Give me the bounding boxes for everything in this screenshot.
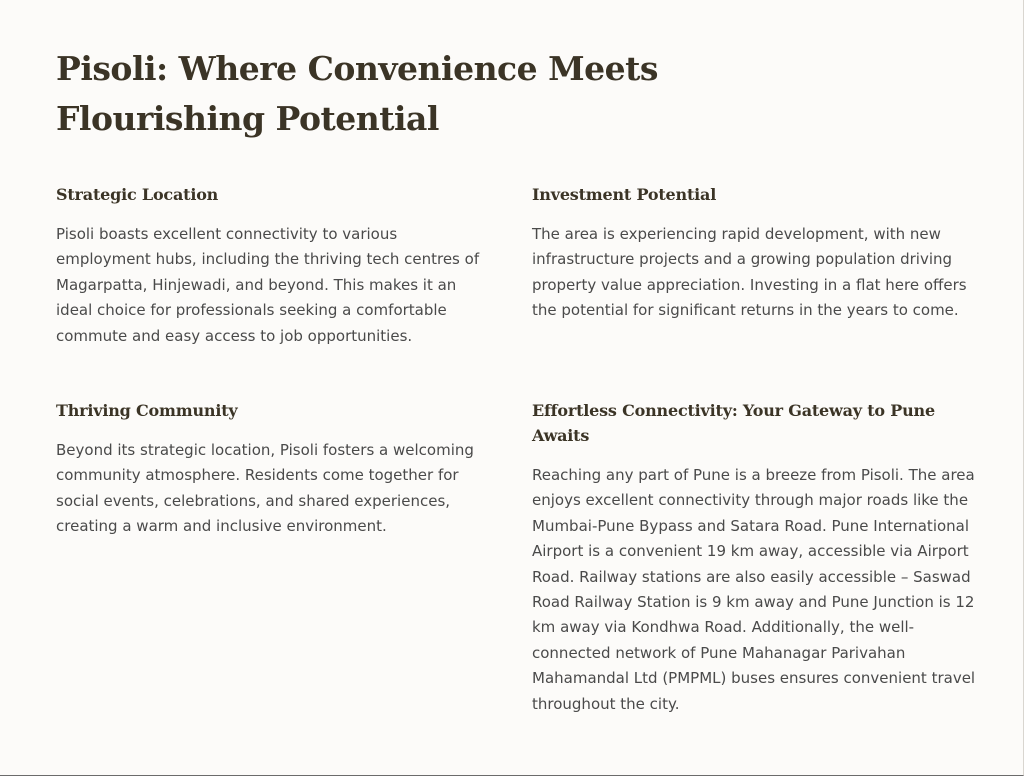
- section-effortless-connectivity: [532, 398, 976, 717]
- section-thriving-community: [56, 398, 496, 540]
- section-body: Reaching any part of Pune is a breeze from Pisoli. The area enjoys excellent connectivity through major roads like the Mumbai-Pune Bypass and Satara Road. Pune International Airport is a convenient 19 km away, accessible via Airport Road. Railway stations are also easily accessible – Saswad Road Railway Station is 9 km away and Pune Junction is 12 km away via Kondhwa Road. Additionally, the well-connected network of Pune Mahanagar Parivahan Mahamandal Ltd (PMPML) buses ensures convenient travel throughout the city.: [532, 466, 976, 713]
- section-strategic-location: [56, 182, 496, 349]
- section-body: Pisoli boasts excellent connectivity to various employment hubs, including the thriving tech centres of Magarpatta, Hinjewadi, and beyond. This makes it an ideal choice for professionals seeking a comfortable commute and easy access to job opportunities.: [56, 225, 480, 345]
- section-investment-potential: [532, 182, 976, 324]
- section-heading: Thriving Community: [56, 401, 238, 420]
- section-body: The area is experiencing rapid development, with new infrastructure projects and a growing population driving property value appreciation. Investing in a flat here offers the potential for significant returns in the years to come.: [532, 225, 967, 320]
- section-heading: Strategic Location: [56, 185, 219, 204]
- page-title: Pisoli: Where Convenience Meets Flourishing Potential: [56, 49, 658, 138]
- section-body: Beyond its strategic location, Pisoli fosters a welcoming community atmosphere. Residents come together for social events, celebrations, and shared experiences, creating a warm and inclusive environment.: [56, 441, 474, 536]
- section-heading: Effortless Connectivity: Your Gateway to Pune Awaits: [532, 401, 935, 445]
- content-page: [56, 44, 976, 713]
- section-heading: Investment Potential: [532, 185, 717, 204]
